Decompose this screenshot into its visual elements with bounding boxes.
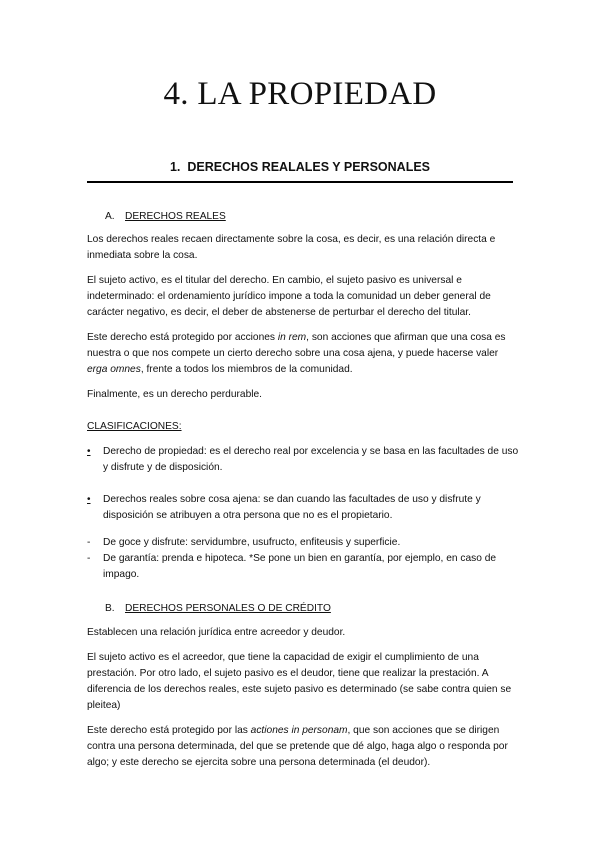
subheading-letter: A. bbox=[105, 211, 115, 222]
derechos-reales-section bbox=[87, 209, 519, 412]
dash-icon: - bbox=[87, 553, 91, 564]
text-run: , frente a todos los miembros de la comunidad. bbox=[140, 364, 353, 375]
list-item-text: Derechos reales sobre cosa ajena: se dan cuando las facultades de uso y disfrute y disposición se atribuyen a otra persona que no es el propietario. bbox=[103, 494, 481, 521]
dash-icon: - bbox=[87, 537, 91, 548]
bullet-icon: • bbox=[87, 494, 91, 505]
italic-term: in rem bbox=[277, 332, 307, 343]
list-item bbox=[87, 535, 519, 551]
paragraph: El sujeto activo, es el titular del derecho. En cambio, el sujeto pasivo es universal e indeterminado: el ordenamiento jurídico impone a toda la comunidad un deber general de carácter negativo, es decir, el deber de abstenerse de perturbar el derecho del titular. bbox=[87, 275, 491, 318]
section-heading bbox=[87, 160, 513, 183]
paragraph: El sujeto activo es el acreedor, que tiene la capacidad de exigir el cumplimiento de una prestación. Por otro lado, el sujeto pasivo es el deudor, tiene que realizar la prestación. A diferencia de los derechos reales, este sujeto pasivo es determinado (se sabe contra quien se pleitea) bbox=[87, 652, 512, 711]
text-run: Este derecho está protegido por acciones bbox=[87, 332, 278, 343]
bullet-icon: • bbox=[87, 446, 91, 457]
page-title: 4. LA PROPIEDAD bbox=[163, 76, 437, 112]
text-run: Este derecho está protegido por las bbox=[87, 725, 251, 736]
paragraph: Finalmente, es un derecho perdurable. bbox=[87, 389, 262, 400]
paragraph bbox=[87, 723, 519, 771]
list-item bbox=[87, 551, 519, 583]
section-title: DERECHOS REALALES Y PERSONALES bbox=[187, 160, 431, 174]
subheading-text: DERECHOS PERSONALES O DE CRÉDITO bbox=[125, 603, 331, 614]
subheading-letter: B. bbox=[105, 603, 115, 614]
paragraph: Los derechos reales recaen directamente sobre la cosa, es decir, es una relación directa e inmediata sobre la cosa. bbox=[87, 234, 496, 261]
text-run: , que son acciones que se dirigen contra una persona determinada, del que se pretende que dé algo, haga algo o responda por algo; y este derecho se ejercita sobre una persona determinada (el deudor). bbox=[87, 725, 508, 768]
text-run: , son acciones que afirman que una cosa es nuestra o que nos compete un cierto derecho sobre una cosa ajena, y puede hacerse valer bbox=[87, 332, 506, 359]
list-item bbox=[87, 492, 519, 524]
derechos-personales-section bbox=[87, 601, 519, 780]
clasificaciones-section bbox=[87, 419, 519, 583]
subheading-text: DERECHOS REALES bbox=[125, 211, 226, 222]
list-item-text: Derecho de propiedad: es el derecho real por excelencia y se basa en las facultades de uso y disfrute y de disposición. bbox=[103, 446, 519, 473]
subheading-derechos-personales bbox=[105, 601, 519, 617]
italic-term: erga omnes bbox=[87, 364, 141, 375]
list-item bbox=[87, 444, 519, 476]
section-number: 1. bbox=[169, 160, 181, 174]
list-item-text: De garantía: prenda e hipoteca. *Se pone un bien en garantía, por ejemplo, en caso de impago. bbox=[103, 553, 497, 580]
paragraph: Establecen una relación jurídica entre acreedor y deudor. bbox=[87, 627, 346, 638]
list-item-text: De goce y disfrute: servidumbre, usufructo, enfiteusis y superficie. bbox=[103, 537, 401, 548]
italic-term: actiones in personam bbox=[250, 725, 348, 736]
paragraph bbox=[87, 330, 519, 378]
subheading-derechos-reales bbox=[105, 209, 519, 225]
clasificaciones-heading: CLASIFICACIONES: bbox=[87, 421, 182, 432]
